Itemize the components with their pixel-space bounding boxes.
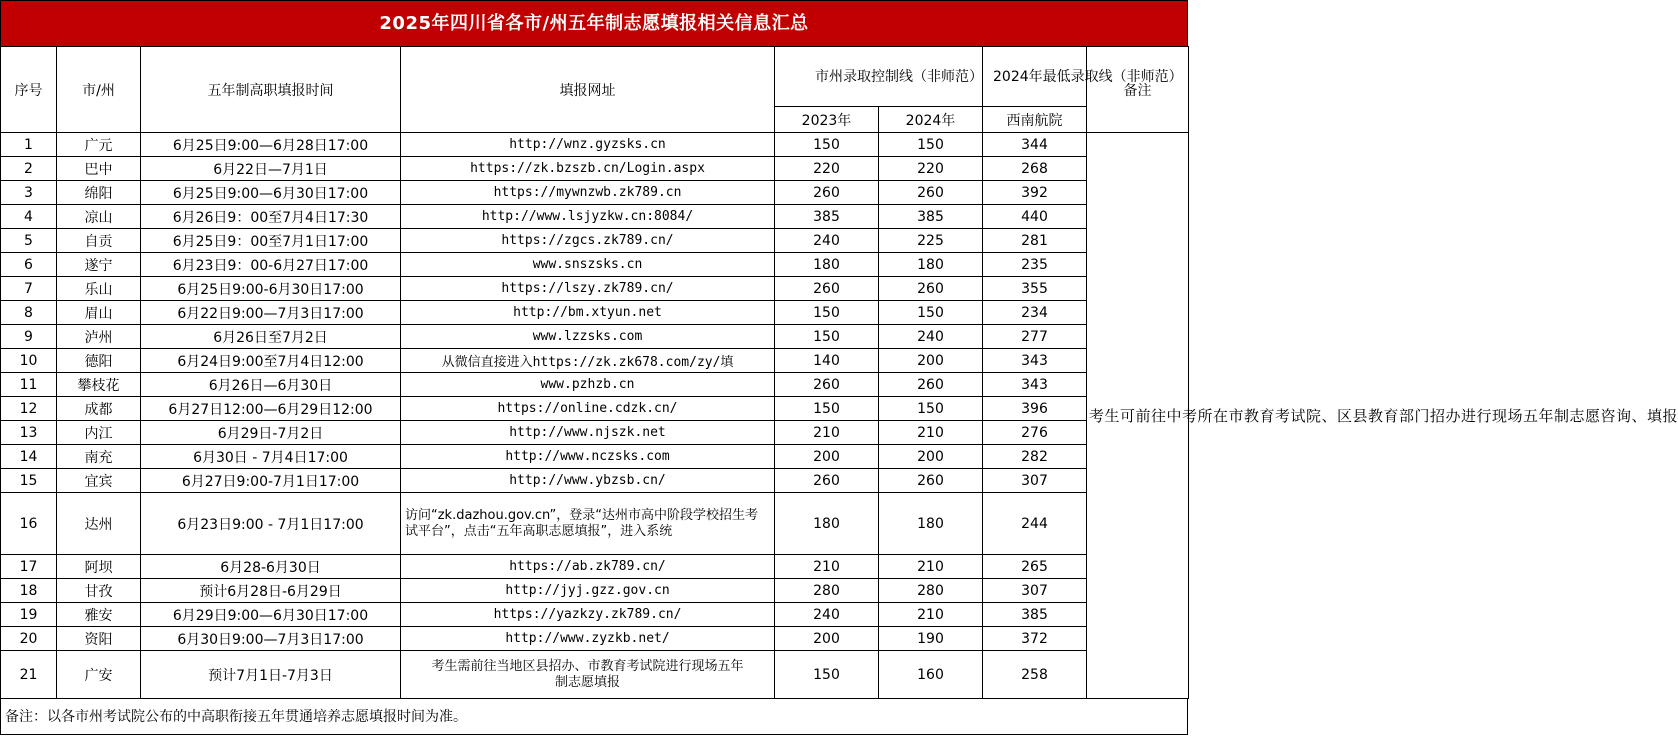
header-2023: 2023年: [775, 107, 879, 133]
row-min: 372: [983, 627, 1087, 651]
row-2023: 240: [775, 229, 879, 253]
row-2023: 260: [775, 181, 879, 205]
row-min: 234: [983, 301, 1087, 325]
row-2024: 210: [879, 555, 983, 579]
row-time: 6月25日9:00—6月28日17:00: [141, 133, 401, 157]
row-url: http://jyj.gzz.gov.cn: [401, 579, 775, 603]
row-time: 6月26日至7月2日: [141, 325, 401, 349]
row-city: 宜宾: [57, 469, 141, 493]
row-2024: 180: [879, 253, 983, 277]
row-seq: 19: [1, 603, 57, 627]
row-url: 访问“zk.dazhou.gov.cn”，登录“达州市高中阶段学校招生考试平台”，点击“五年高职志愿填报”，进入系统: [401, 493, 775, 555]
row-city: 广元: [57, 133, 141, 157]
row-min: 268: [983, 157, 1087, 181]
row-2024: 210: [879, 421, 983, 445]
row-2023: 220: [775, 157, 879, 181]
row-2024: 200: [879, 349, 983, 373]
row-2024: 150: [879, 301, 983, 325]
row-city: 巴中: [57, 157, 141, 181]
row-seq: 1: [1, 133, 57, 157]
row-city: 阿坝: [57, 555, 141, 579]
row-2024: 385: [879, 205, 983, 229]
row-min: 343: [983, 349, 1087, 373]
row-2024: 210: [879, 603, 983, 627]
header-2024: 2024年: [879, 107, 983, 133]
row-2023: 385: [775, 205, 879, 229]
table-row: [1, 229, 1189, 253]
row-2023: 260: [775, 469, 879, 493]
header-seq: 序号: [1, 47, 57, 133]
row-min: 343: [983, 373, 1087, 397]
row-city: 成都: [57, 397, 141, 421]
row-2024: 220: [879, 157, 983, 181]
row-city: 德阳: [57, 349, 141, 373]
row-city: 内江: [57, 421, 141, 445]
row-2024: 190: [879, 627, 983, 651]
row-2023: 140: [775, 349, 879, 373]
row-min: 265: [983, 555, 1087, 579]
row-time: 6月29日9:00—6月30日17:00: [141, 603, 401, 627]
footer-note: 备注：以各市州考试院公布的中高职衔接五年贯通培养志愿填报时间为准。: [0, 699, 1188, 735]
row-2024: 225: [879, 229, 983, 253]
table-row: [1, 445, 1189, 469]
header-control-line: 市州录取控制线（非师范）: [775, 47, 983, 107]
row-2024: 150: [879, 397, 983, 421]
row-min: 235: [983, 253, 1087, 277]
row-seq: 7: [1, 277, 57, 301]
row-seq: 10: [1, 349, 57, 373]
header-time: 五年制高职填报时间: [141, 47, 401, 133]
row-url: https://zk.bzszb.cn/Login.aspx: [401, 157, 775, 181]
header-school: 西南航院: [983, 107, 1087, 133]
row-2023: 260: [775, 373, 879, 397]
row-time: 6月27日9:00-7月1日17:00: [141, 469, 401, 493]
row-time: 6月28-6月30日: [141, 555, 401, 579]
table-row: [1, 651, 1189, 699]
row-seq: 14: [1, 445, 57, 469]
row-min: 277: [983, 325, 1087, 349]
row-city: 遂宁: [57, 253, 141, 277]
row-min: 244: [983, 493, 1087, 555]
row-2023: 260: [775, 277, 879, 301]
row-url: http://www.lsjyzkw.cn:8084/: [401, 205, 775, 229]
table-row: [1, 253, 1189, 277]
row-time: 6月23日9:00 - 7月1日17:00: [141, 493, 401, 555]
row-2024: 240: [879, 325, 983, 349]
row-min: 307: [983, 469, 1087, 493]
row-time: 6月26日—6月30日: [141, 373, 401, 397]
row-time: 预计6月28日-6月29日: [141, 579, 401, 603]
row-time: 6月29日-7月2日: [141, 421, 401, 445]
row-time: 6月30日 - 7月4日17:00: [141, 445, 401, 469]
table-row: [1, 133, 1189, 157]
row-time: 6月22日9:00—7月3日17:00: [141, 301, 401, 325]
row-min: 307: [983, 579, 1087, 603]
row-min: 258: [983, 651, 1087, 699]
row-seq: 9: [1, 325, 57, 349]
row-min: 385: [983, 603, 1087, 627]
row-time: 6月25日9：00至7月1日17:00: [141, 229, 401, 253]
row-time: 6月25日9:00-6月30日17:00: [141, 277, 401, 301]
header-url: 填报网址: [401, 47, 775, 133]
table-row: [1, 493, 1189, 555]
row-url: http://www.njszk.net: [401, 421, 775, 445]
row-seq: 17: [1, 555, 57, 579]
row-time: 6月25日9:00—6月30日17:00: [141, 181, 401, 205]
row-url: https://zgcs.zk789.cn/: [401, 229, 775, 253]
row-seq: 13: [1, 421, 57, 445]
row-url: 从微信直接进入https://zk.zk678.com/zy/填: [401, 349, 775, 373]
row-2023: 240: [775, 603, 879, 627]
table-row: [1, 349, 1189, 373]
row-2024: 260: [879, 181, 983, 205]
row-2024: 200: [879, 445, 983, 469]
row-city: 南充: [57, 445, 141, 469]
table-row: [1, 397, 1189, 421]
row-url: https://lszy.zk789.cn/: [401, 277, 775, 301]
row-min: 392: [983, 181, 1087, 205]
row-2023: 150: [775, 325, 879, 349]
row-2023: 210: [775, 421, 879, 445]
row-city: 攀枝花: [57, 373, 141, 397]
table-row: [1, 469, 1189, 493]
row-seq: 6: [1, 253, 57, 277]
row-url: https://ab.zk789.cn/: [401, 555, 775, 579]
row-city: 雅安: [57, 603, 141, 627]
row-min: 281: [983, 229, 1087, 253]
row-url: www.pzhzb.cn: [401, 373, 775, 397]
row-2023: 180: [775, 493, 879, 555]
header-city: 市/州: [57, 47, 141, 133]
row-seq: 3: [1, 181, 57, 205]
table-row: [1, 181, 1189, 205]
row-min: 355: [983, 277, 1087, 301]
row-seq: 20: [1, 627, 57, 651]
row-time: 6月26日9：00至7月4日17:30: [141, 205, 401, 229]
table-row: [1, 301, 1189, 325]
table-row: [1, 205, 1189, 229]
table-row: [1, 421, 1189, 445]
row-seq: 2: [1, 157, 57, 181]
table-row: [1, 555, 1189, 579]
row-url: http://www.ybzsb.cn/: [401, 469, 775, 493]
row-url: 考生需前往当地区县招办、市教育考试院进行现场五年制志愿填报: [401, 651, 775, 699]
row-city: 甘孜: [57, 579, 141, 603]
row-url: http://www.zyzkb.net/: [401, 627, 775, 651]
row-seq: 18: [1, 579, 57, 603]
row-url: http://www.nczsks.com: [401, 445, 775, 469]
row-2023: 210: [775, 555, 879, 579]
row-city: 自贡: [57, 229, 141, 253]
row-min: 396: [983, 397, 1087, 421]
table-row: [1, 325, 1189, 349]
row-city: 眉山: [57, 301, 141, 325]
row-min: 440: [983, 205, 1087, 229]
header-row: [1, 47, 1189, 107]
header-min-line: 2024年最低录取线（非师范）: [983, 47, 1087, 107]
row-2024: 180: [879, 493, 983, 555]
row-2024: 280: [879, 579, 983, 603]
row-seq: 11: [1, 373, 57, 397]
row-2023: 150: [775, 301, 879, 325]
row-city: 乐山: [57, 277, 141, 301]
row-seq: 16: [1, 493, 57, 555]
row-min: 344: [983, 133, 1087, 157]
row-time: 预计7月1日-7月3日: [141, 651, 401, 699]
row-url: https://mywnzwb.zk789.cn: [401, 181, 775, 205]
row-city: 泸州: [57, 325, 141, 349]
row-2023: 280: [775, 579, 879, 603]
row-city: 达州: [57, 493, 141, 555]
row-min: 276: [983, 421, 1087, 445]
row-seq: 8: [1, 301, 57, 325]
row-city: 广安: [57, 651, 141, 699]
row-2024: 160: [879, 651, 983, 699]
row-seq: 12: [1, 397, 57, 421]
row-min: 282: [983, 445, 1087, 469]
row-time: 6月27日12:00—6月29日12:00: [141, 397, 401, 421]
table-row: [1, 157, 1189, 181]
row-city: 凉山: [57, 205, 141, 229]
row-time: 6月30日9:00—7月3日17:00: [141, 627, 401, 651]
row-url: https://yazkzy.zk789.cn/: [401, 603, 775, 627]
row-seq: 15: [1, 469, 57, 493]
sheet-title: 2025年四川省各市/州五年制志愿填报相关信息汇总: [0, 0, 1188, 46]
table-row: [1, 579, 1189, 603]
row-2023: 200: [775, 445, 879, 469]
row-seq: 21: [1, 651, 57, 699]
row-2023: 150: [775, 651, 879, 699]
row-2024: 260: [879, 373, 983, 397]
table-row: [1, 373, 1189, 397]
row-url: http://bm.xtyun.net: [401, 301, 775, 325]
row-2024: 260: [879, 277, 983, 301]
row-2023: 150: [775, 397, 879, 421]
row-2024: 150: [879, 133, 983, 157]
row-time: 6月22日—7月1日: [141, 157, 401, 181]
header-remark: 备注: [1087, 47, 1189, 133]
row-2023: 200: [775, 627, 879, 651]
row-time: 6月23日9：00-6月27日17:00: [141, 253, 401, 277]
row-city: 绵阳: [57, 181, 141, 205]
row-url: www.snszsks.cn: [401, 253, 775, 277]
row-2023: 150: [775, 133, 879, 157]
row-2023: 180: [775, 253, 879, 277]
row-2024: 260: [879, 469, 983, 493]
table-row: [1, 603, 1189, 627]
row-seq: 5: [1, 229, 57, 253]
row-time: 6月24日9:00至7月4日12:00: [141, 349, 401, 373]
info-table: [0, 46, 1678, 699]
row-url: www.lzzsks.com: [401, 325, 775, 349]
remark-cell: 考生可前往中考所在市教育考试院、区县教育部门招办进行现场五年制志愿咨询、填报: [1087, 133, 1189, 699]
row-seq: 4: [1, 205, 57, 229]
row-city: 资阳: [57, 627, 141, 651]
table-row: [1, 277, 1189, 301]
row-url: http://wnz.gyzsks.cn: [401, 133, 775, 157]
table-row: [1, 627, 1189, 651]
row-url: https://online.cdzk.cn/: [401, 397, 775, 421]
